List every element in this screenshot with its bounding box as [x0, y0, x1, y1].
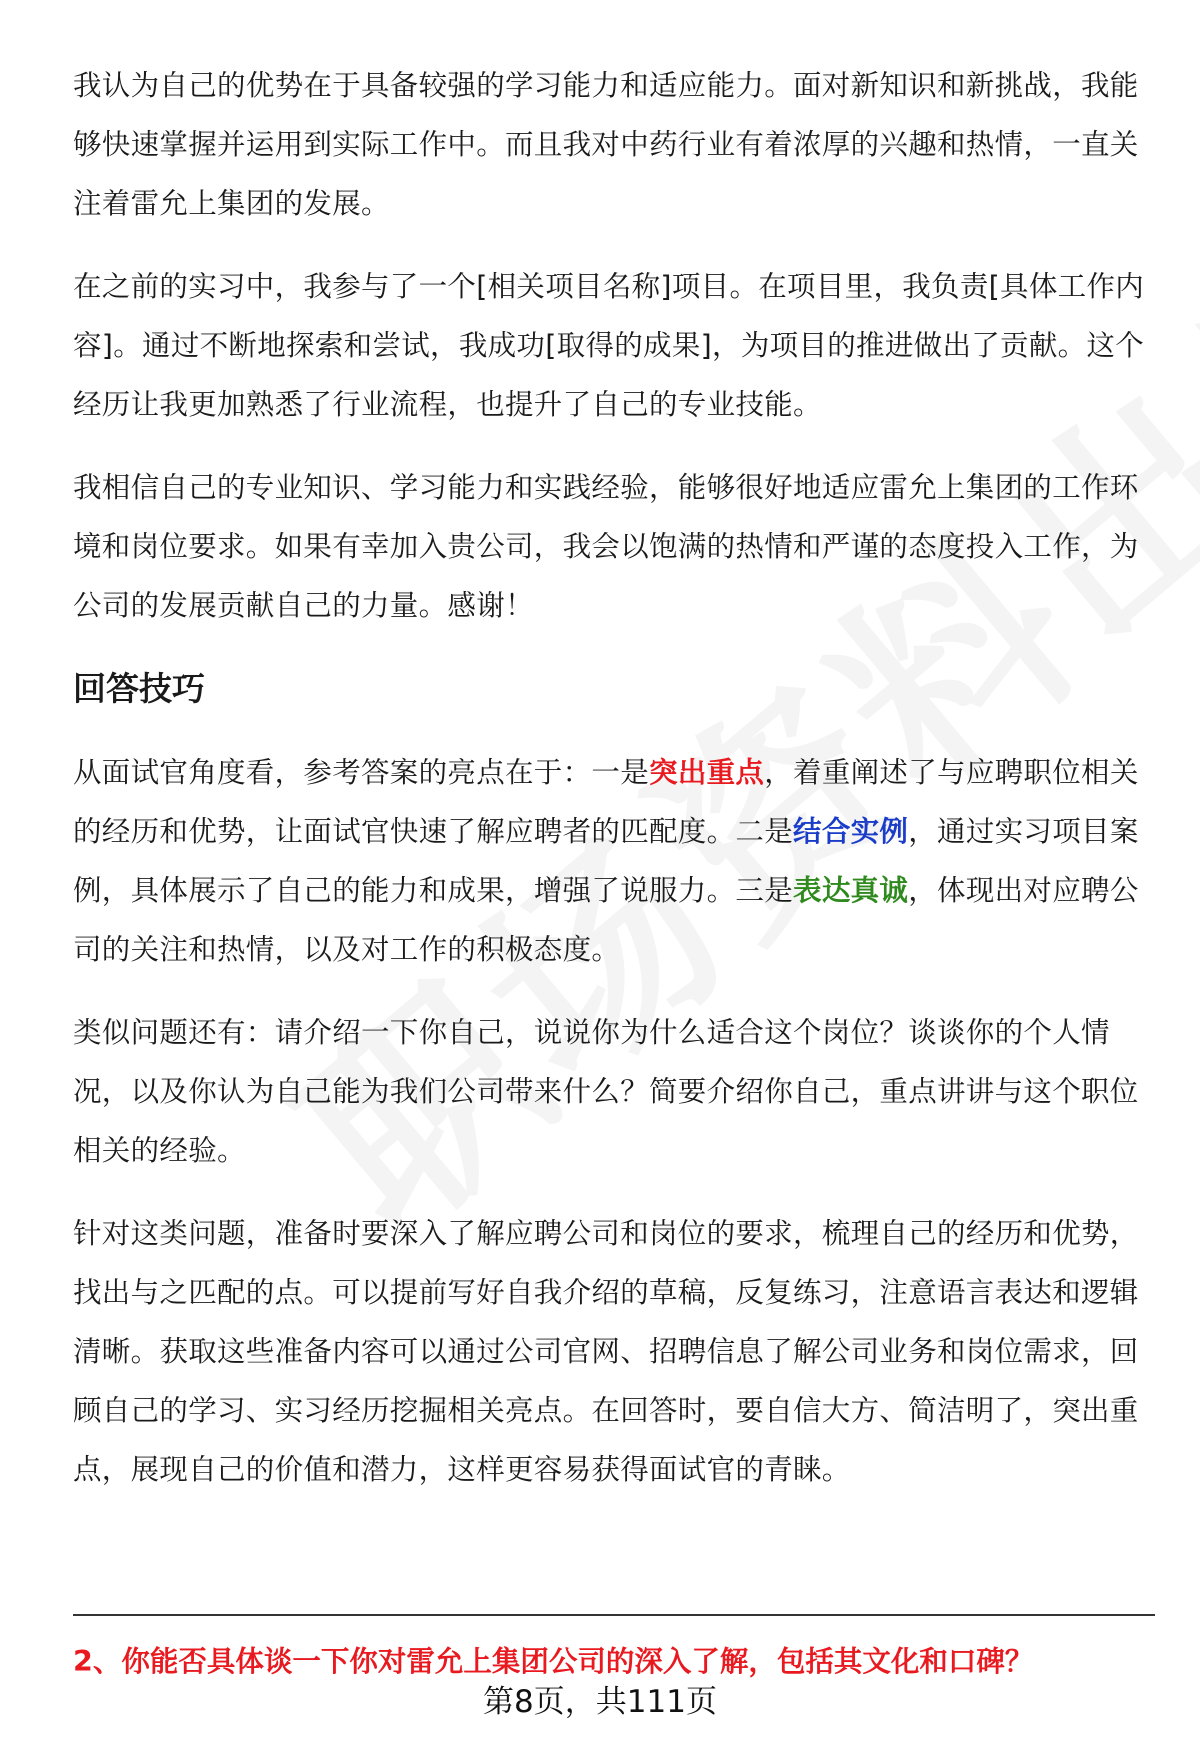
- document-body: [73, 56, 1148, 1523]
- page-number: 第8页，共111页: [483, 1684, 717, 1720]
- section-divider: [73, 1614, 1155, 1616]
- tips-text-part-4: ，体现出对应聘公司的关注和热情，以及对工作的积极态度。: [73, 874, 1139, 966]
- tips-text-part-1: 从面试官角度看，参考答案的亮点在于：一是: [73, 756, 650, 789]
- tips-text-part-2: ，着重阐述了与应聘职位相关的经历和优势，让面试官快速了解应聘者的匹配度。二是: [73, 756, 1139, 848]
- highlight-key-point: 突出重点: [649, 756, 765, 789]
- answer-paragraph-3: 我相信自己的专业知识、学习能力和实践经验，能够很好地适应雷允上集团的工作环境和岗位要求。如果有幸加入贵公司，我会以饱满的热情和严谨的态度投入工作，为公司的发展贡献自己的力量。感谢！: [73, 471, 1139, 622]
- highlight-examples: 结合实例: [793, 815, 909, 848]
- section-heading-tips: 回答技巧: [73, 669, 205, 708]
- similar-questions-paragraph: 类似问题还有：请介绍一下你自己，说说你为什么适合这个岗位？谈谈你的个人情况，以及你认为自己能为我们公司带来什么？简要介绍你自己，重点讲讲与这个职位相关的经验。: [73, 1016, 1139, 1167]
- tips-text-part-3: ，通过实习项目案例，具体展示了自己的能力和成果，增强了说服力。三是: [73, 815, 1139, 907]
- next-question-heading: 2、你能否具体谈一下你对雷允上集团公司的深入了解，包括其文化和口碑？: [73, 1645, 1034, 1678]
- highlight-sincerity: 表达真诚: [793, 874, 909, 907]
- preparation-advice-paragraph: 针对这类问题，准备时要深入了解应聘公司和岗位的要求，梳理自己的经历和优势，找出与之匹配的点。可以提前写好自我介绍的草稿，反复练习，注意语言表达和逻辑清晰。获取这些准备内容可以通过公司官网、招聘信息了解公司业务和岗位需求，回顾自己的学习、实习经历挖掘相关亮点。在回答时，要自信大方、简洁明了，突出重点，展现自己的价值和潜力，这样更容易获得面试官的青睐。: [73, 1217, 1139, 1486]
- tips-paragraph: [73, 743, 1148, 979]
- answer-paragraph-2: 在之前的实习中，我参与了一个[相关项目名称]项目。在项目里，我负责[具体工作内容]。通过不断地探索和尝试，我成功[取得的成果]，为项目的推进做出了贡献。这个经历让我更加熟悉了行业流程，也提升了自己的专业技能。: [73, 270, 1145, 421]
- answer-paragraph-1: 我认为自己的优势在于具备较强的学习能力和适应能力。面对新知识和新挑战，我能够快速掌握并运用到实际工作中。而且我对中药行业有着浓厚的兴趣和热情，一直关注着雷允上集团的发展。: [73, 69, 1139, 220]
